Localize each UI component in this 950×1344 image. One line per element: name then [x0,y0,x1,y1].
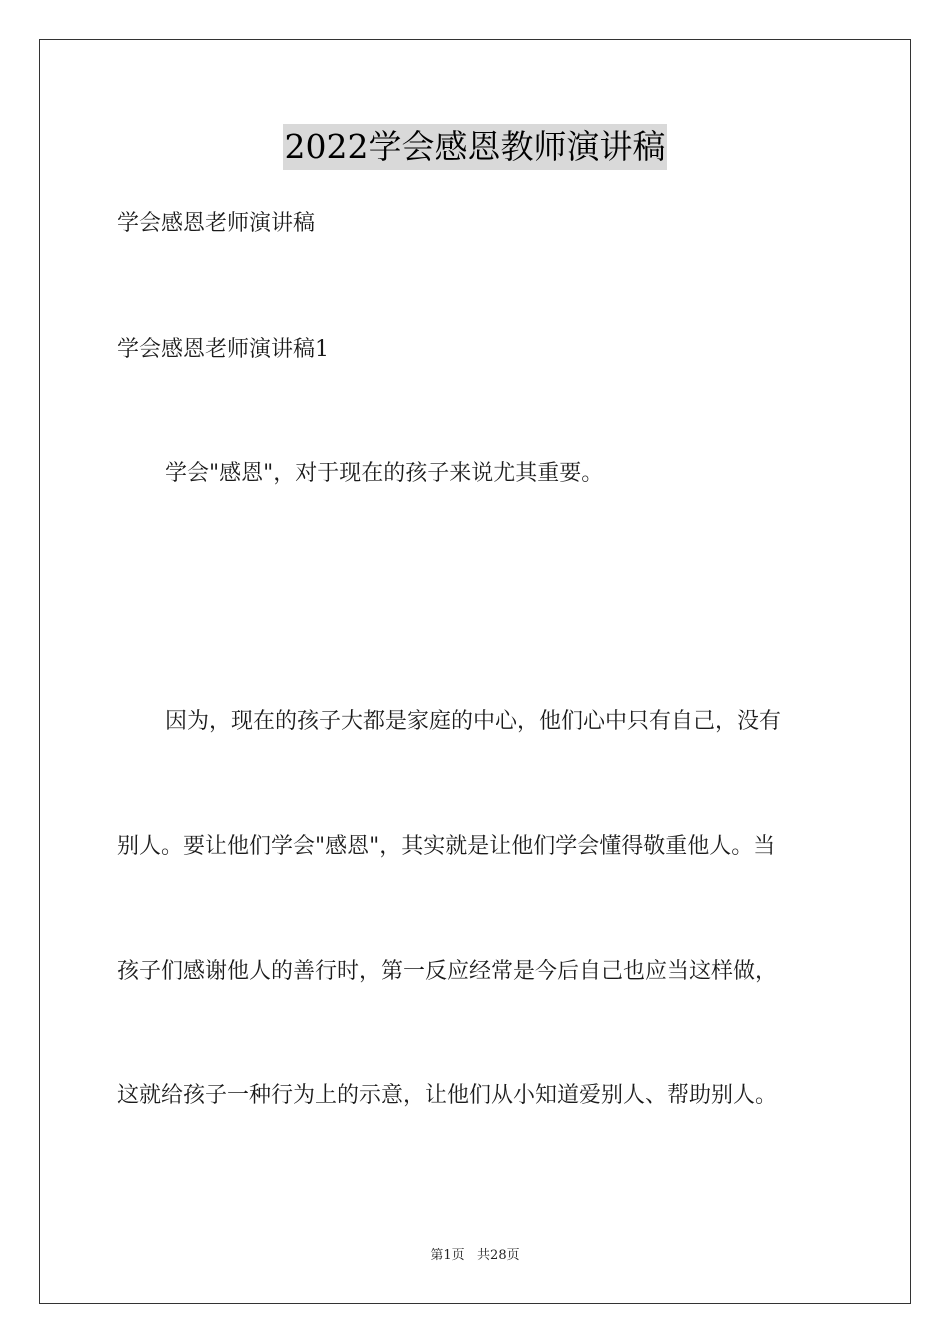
paragraph-line: 这就给孩子一种行为上的示意，让他们从小知道爱别人、帮助别人。 [117,1083,778,1108]
subtitle-line: 学会感恩老师演讲稿 [117,211,316,236]
paragraph-line: 别人。要让他们学会"感恩"，其实就是让他们学会懂得敬重他人。当 [117,834,776,859]
paragraph-line: 孩子们感谢他人的善行时，第一反应经常是今后自己也应当这样做， [117,959,778,984]
page-number-footer: 第1页 共28页 [430,1248,520,1263]
section-heading: 学会感恩老师演讲稿1 [117,337,329,362]
paragraph-line: 学会"感恩"，对于现在的孩子来说尤其重要。 [165,461,604,486]
title-container [0,124,950,170]
document-title: 2022学会感恩教师演讲稿 [283,124,668,170]
paragraph-line: 因为，现在的孩子大都是家庭的中心，他们心中只有自己，没有 [165,709,782,734]
